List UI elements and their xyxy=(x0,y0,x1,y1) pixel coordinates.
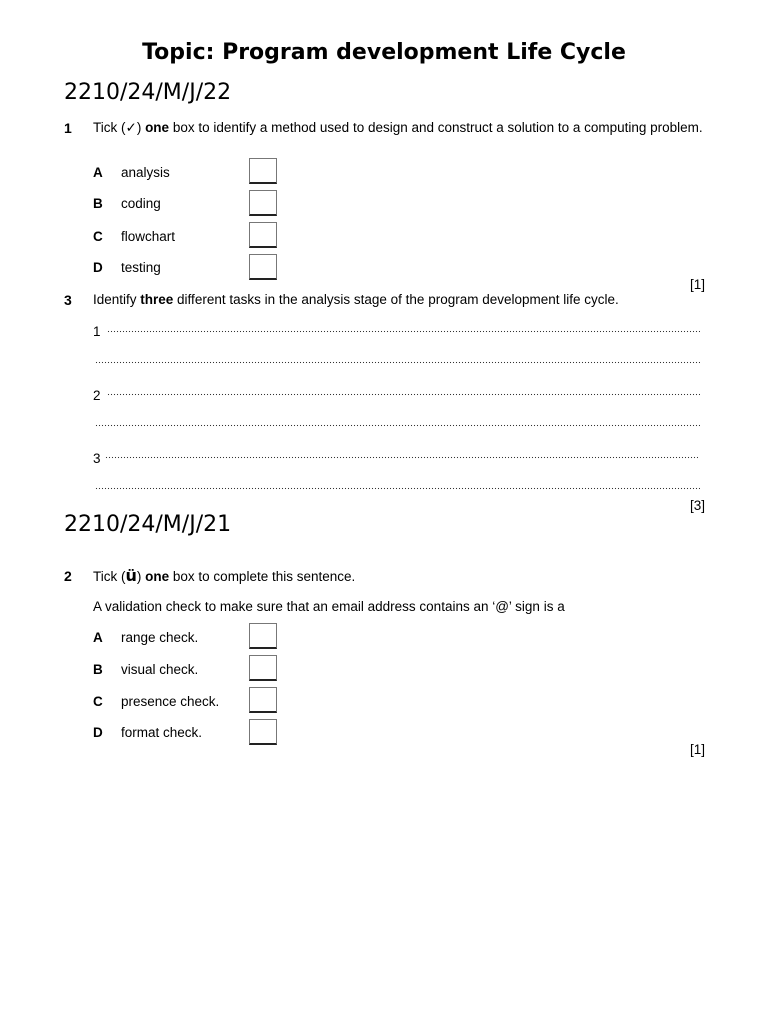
question-text: Tick (✓) one box to identify a method used to design and construct a solution to a computing problem. xyxy=(93,120,703,136)
answer-checkbox-c[interactable] xyxy=(249,687,277,713)
option-letter: B xyxy=(93,662,103,677)
option-label: testing xyxy=(121,260,161,275)
question-text: Tick (ü) one box to complete this sentence. xyxy=(93,566,356,585)
answer-checkbox-d[interactable] xyxy=(249,254,277,280)
option-label: presence check. xyxy=(121,694,220,709)
option-letter: A xyxy=(93,165,103,180)
question-number: 2 xyxy=(64,568,72,584)
answer-line-number: 2 xyxy=(93,388,101,403)
answer-line[interactable] xyxy=(95,424,700,434)
answer-checkbox-c[interactable] xyxy=(249,222,277,248)
option-label: visual check. xyxy=(121,662,199,677)
answer-line[interactable] xyxy=(95,487,700,497)
marks-label: [1] xyxy=(689,742,705,757)
answer-line[interactable] xyxy=(107,330,700,340)
marks-label: [3] xyxy=(689,498,705,513)
tick-symbol: ü xyxy=(125,566,137,585)
answer-checkbox-a[interactable] xyxy=(249,158,277,184)
option-letter: D xyxy=(93,725,103,740)
answer-line[interactable] xyxy=(95,361,700,371)
question-number: 3 xyxy=(64,292,72,308)
question-text: Identify three different tasks in the analysis stage of the program development life cycle. xyxy=(93,292,619,307)
page-title: Topic: Program development Life Cycle xyxy=(142,40,626,65)
option-label: coding xyxy=(121,196,161,211)
answer-checkbox-a[interactable] xyxy=(249,623,277,649)
paper-code-heading: 2210/24/M/J/21 xyxy=(64,512,232,537)
option-letter: C xyxy=(93,694,103,709)
marks-label: [1] xyxy=(689,277,705,292)
option-label: analysis xyxy=(121,165,170,180)
option-letter: B xyxy=(93,196,103,211)
question-sentence: A validation check to make sure that an email address contains an ‘@’ sign is a xyxy=(93,599,565,614)
answer-checkbox-b[interactable] xyxy=(249,190,277,216)
answer-checkbox-d[interactable] xyxy=(249,719,277,745)
answer-line-number: 3 xyxy=(93,451,101,466)
answer-checkbox-b[interactable] xyxy=(249,655,277,681)
option-label: range check. xyxy=(121,630,199,645)
option-label: flowchart xyxy=(121,229,176,244)
option-letter: A xyxy=(93,630,103,645)
answer-line[interactable] xyxy=(107,393,700,403)
answer-line-number: 1 xyxy=(93,324,101,339)
tick-symbol: ✓ xyxy=(125,120,137,136)
option-letter: C xyxy=(93,229,103,244)
paper-code-heading: 2210/24/M/J/22 xyxy=(64,80,232,105)
answer-line[interactable] xyxy=(105,456,698,466)
question-number: 1 xyxy=(64,120,72,136)
option-letter: D xyxy=(93,260,103,275)
option-label: format check. xyxy=(121,725,203,740)
